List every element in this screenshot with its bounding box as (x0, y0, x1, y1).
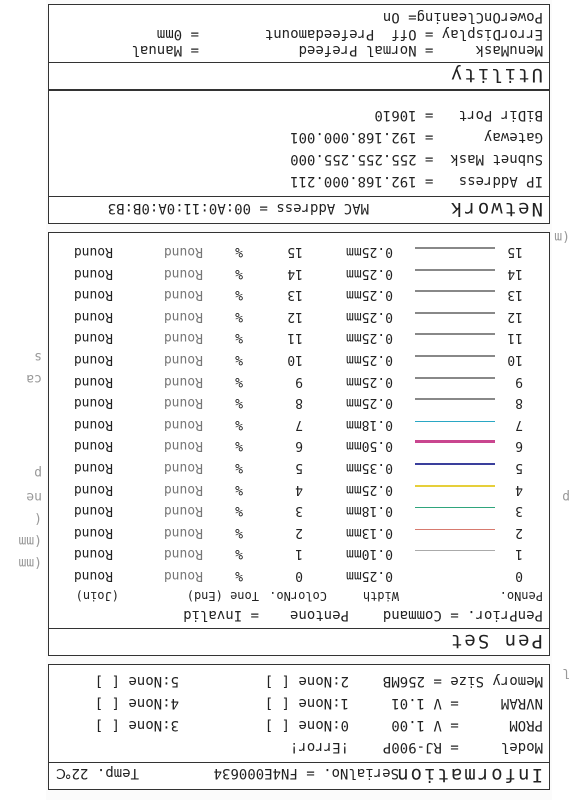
pentone-label: Pentone (289, 607, 349, 623)
end-style: Round (163, 416, 203, 432)
penset-title: Pen Set (448, 630, 543, 652)
join-style: Round (73, 481, 113, 497)
color-number: 4 (295, 481, 303, 497)
information-section (48, 664, 550, 790)
pen-width: 0.18mm (346, 503, 393, 519)
end-style: Round (163, 568, 203, 583)
pen-width: 0.25mm (346, 244, 393, 259)
color-number: 9 (295, 373, 303, 389)
pen-width: 0.25mm (346, 481, 393, 497)
join-style: Round (73, 568, 113, 583)
tone-percent: % (235, 568, 243, 583)
pen-number: 14 (507, 265, 523, 281)
tone-percent: % (235, 416, 243, 432)
pen-number: 1 (515, 546, 523, 562)
pen-number: 7 (515, 416, 523, 432)
edge-fragment: ne (26, 489, 42, 504)
color-number: 10 (287, 352, 303, 367)
color-number: 1 (295, 546, 303, 562)
join-style: Round (73, 265, 113, 281)
pen-number: 0 (515, 568, 523, 583)
header-tone: Tone (End) (186, 589, 259, 603)
join-style: Round (73, 395, 113, 411)
tone-percent: % (235, 481, 243, 497)
edge-fragment: ca (26, 371, 42, 386)
tone-percent: % (235, 524, 243, 540)
tone-percent: % (235, 395, 243, 411)
pen-number: 11 (507, 330, 523, 346)
pen-number: 4 (515, 481, 523, 497)
pen-color-swatch (415, 247, 495, 249)
pen-row (63, 389, 543, 410)
utility-title: Utility (448, 64, 543, 86)
pen-row (63, 562, 543, 583)
tone-percent: % (235, 287, 243, 303)
end-style: Round (163, 373, 203, 389)
header-width: Width (362, 589, 399, 603)
temperature: Temp. 22℃ (55, 765, 139, 781)
end-style: Round (163, 503, 203, 519)
pen-row (63, 303, 543, 324)
edge-fragment: l (562, 665, 570, 680)
pen-row (63, 281, 543, 302)
tone-percent: % (235, 330, 243, 346)
join-style: Round (73, 244, 113, 259)
pen-color-swatch (415, 312, 495, 314)
network-title: Network (448, 198, 543, 220)
pen-number: 5 (515, 460, 523, 475)
pen-width: 0.18mm (346, 416, 393, 432)
end-style: Round (163, 265, 203, 281)
edge-fragment: (m (554, 229, 570, 244)
tone-percent: % (235, 460, 243, 475)
end-style: Round (163, 395, 203, 411)
join-style: Round (73, 416, 113, 432)
join-style: Round (73, 373, 113, 389)
tone-percent: % (235, 546, 243, 562)
header-join: (Join) (75, 589, 119, 603)
penset-section (48, 232, 550, 656)
pen-row (63, 519, 543, 540)
pen-color-swatch (415, 550, 495, 551)
information-title-rule (49, 762, 549, 763)
right-page-edge (0, 0, 46, 800)
pen-color-swatch (415, 507, 495, 508)
network-title-rule (49, 196, 549, 197)
ip-address: IP Address = 192.168.000.211 (290, 173, 543, 189)
pen-width: 0.10mm (346, 546, 393, 562)
header-colorno: ColorNo. (269, 589, 327, 603)
pen-row (63, 260, 543, 281)
edge-fragment: s (34, 349, 42, 364)
pen-number: 2 (515, 524, 523, 540)
error-flag: !Error! (289, 739, 349, 755)
color-number: 11 (287, 330, 303, 346)
end-style: Round (163, 481, 203, 497)
utility-title-rule (49, 62, 549, 63)
pen-row (63, 368, 543, 389)
network-section (48, 90, 550, 224)
color-number: 5 (295, 460, 303, 475)
end-style: Round (163, 287, 203, 303)
pen-row (63, 454, 543, 475)
edge-fragment: (mm (18, 533, 42, 548)
end-style: Round (163, 330, 203, 346)
prefeed-amount-value: = 0mm (156, 26, 199, 42)
pen-color-swatch (415, 485, 495, 487)
mac-address: MAC Address = 00:A0:11:0A:0B:B3 (107, 200, 369, 216)
pen-number: 6 (515, 438, 523, 454)
memory-size: Memory Size = 256MB (382, 673, 543, 689)
edge-fragment: p (562, 489, 570, 504)
tone-percent: % (235, 308, 243, 324)
information-title: Information (395, 764, 543, 786)
left-page-edge (552, 0, 572, 800)
menu-mask: MenuMask = Normal Prefeed (298, 42, 543, 58)
pen-prior: PenPrior. = Command (382, 607, 543, 623)
end-style: Round (163, 524, 203, 540)
pen-color-swatch (415, 269, 495, 271)
end-style: Round (163, 460, 203, 475)
pen-width: 0.25mm (346, 373, 393, 389)
slot-2: 2:None [ ] (264, 673, 349, 689)
pen-number: 12 (507, 308, 523, 324)
pen-width: 0.25mm (346, 330, 393, 346)
pen-color-swatch (415, 355, 495, 357)
serial-number: SerialNo. = FN4E000634 (213, 765, 399, 781)
pen-width: 0.25mm (346, 568, 393, 583)
color-number: 2 (295, 524, 303, 540)
pen-color-swatch (415, 333, 495, 335)
model-value: Model = RJ-900P (382, 739, 543, 755)
join-style: Round (73, 308, 113, 324)
pen-width: 0.25mm (346, 395, 393, 411)
pen-row (63, 411, 543, 432)
pen-width: 0.25mm (346, 352, 393, 367)
end-style: Round (163, 438, 203, 454)
pen-row (63, 238, 543, 259)
gateway: Gateway = 192.168.000.001 (290, 129, 543, 145)
error-display: ErrorDisplay = Off Prefeedamount (264, 26, 543, 42)
prom-version: PROM = V 1.00 (391, 717, 543, 733)
pen-color-swatch (415, 377, 495, 379)
slot-4: 4:None [ ] (94, 695, 179, 711)
pen-color-swatch (415, 398, 495, 400)
pen-number: 9 (515, 373, 523, 389)
pen-color-swatch (415, 290, 495, 292)
join-style: Round (73, 460, 113, 475)
tone-percent: % (235, 352, 243, 367)
join-style: Round (73, 287, 113, 303)
pen-number: 3 (515, 503, 523, 519)
pen-number: 13 (507, 287, 523, 303)
edge-fragment: p (34, 465, 42, 480)
pen-color-swatch (415, 463, 495, 465)
edge-fragment: (mm (18, 555, 42, 570)
tone-percent: % (235, 373, 243, 389)
join-style: Round (73, 503, 113, 519)
pen-number: 10 (507, 352, 523, 367)
join-style: Round (73, 524, 113, 540)
pen-width: 0.25mm (346, 265, 393, 281)
join-style: Round (73, 546, 113, 562)
power-on-cleaning: PowerOnCleaning= On (382, 9, 543, 25)
pen-row (63, 497, 543, 518)
pen-width: 0.13mm (346, 524, 393, 540)
tone-percent: % (235, 244, 243, 259)
pen-color-swatch (415, 440, 495, 443)
pen-width: 0.50mm (346, 438, 393, 454)
join-style: Round (73, 438, 113, 454)
color-number: 0 (295, 568, 303, 583)
pentone-value: = Invalid (183, 607, 259, 623)
end-style: Round (163, 352, 203, 367)
end-style: Round (163, 244, 203, 259)
tone-percent: % (235, 503, 243, 519)
slot-0: 0:None [ ] (264, 717, 349, 733)
pen-row (63, 540, 543, 561)
join-style: Round (73, 330, 113, 346)
pen-color-swatch (415, 421, 495, 422)
menu-mask-manual: = Manual (131, 42, 199, 58)
end-style: Round (163, 546, 203, 562)
pen-color-swatch (415, 529, 495, 530)
pen-row (63, 324, 543, 345)
color-number: 13 (287, 287, 303, 303)
tone-percent: % (235, 265, 243, 281)
slot-3: 3:None [ ] (94, 717, 179, 733)
pen-row (63, 432, 543, 453)
nvram-version: NVRAM = V 1.01 (391, 695, 543, 711)
color-number: 7 (295, 416, 303, 432)
slot-5: 5:None [ ] (94, 673, 179, 689)
edge-fragment: ( (34, 511, 42, 526)
color-number: 8 (295, 395, 303, 411)
pen-row (63, 346, 543, 367)
pen-number: 8 (515, 395, 523, 411)
bidir-port: BiDir Port = 10610 (374, 107, 543, 123)
slot-1: 1:None [ ] (264, 695, 349, 711)
header-penno: PenNo. (499, 589, 543, 603)
color-number: 6 (295, 438, 303, 454)
color-number: 3 (295, 503, 303, 519)
color-number: 12 (287, 308, 303, 324)
penset-title-rule (49, 628, 549, 629)
tone-percent: % (235, 438, 243, 454)
color-number: 15 (287, 244, 303, 259)
pen-row (63, 476, 543, 497)
color-number: 14 (287, 265, 303, 281)
pen-number: 15 (507, 244, 523, 259)
join-style: Round (73, 352, 113, 367)
end-style: Round (163, 308, 203, 324)
subnet-mask: Subnet Mask = 255.255.255.000 (290, 151, 543, 167)
pen-width: 0.25mm (346, 308, 393, 324)
pen-width: 0.25mm (346, 287, 393, 303)
utility-section (48, 4, 550, 90)
pen-width: 0.35mm (346, 460, 393, 475)
